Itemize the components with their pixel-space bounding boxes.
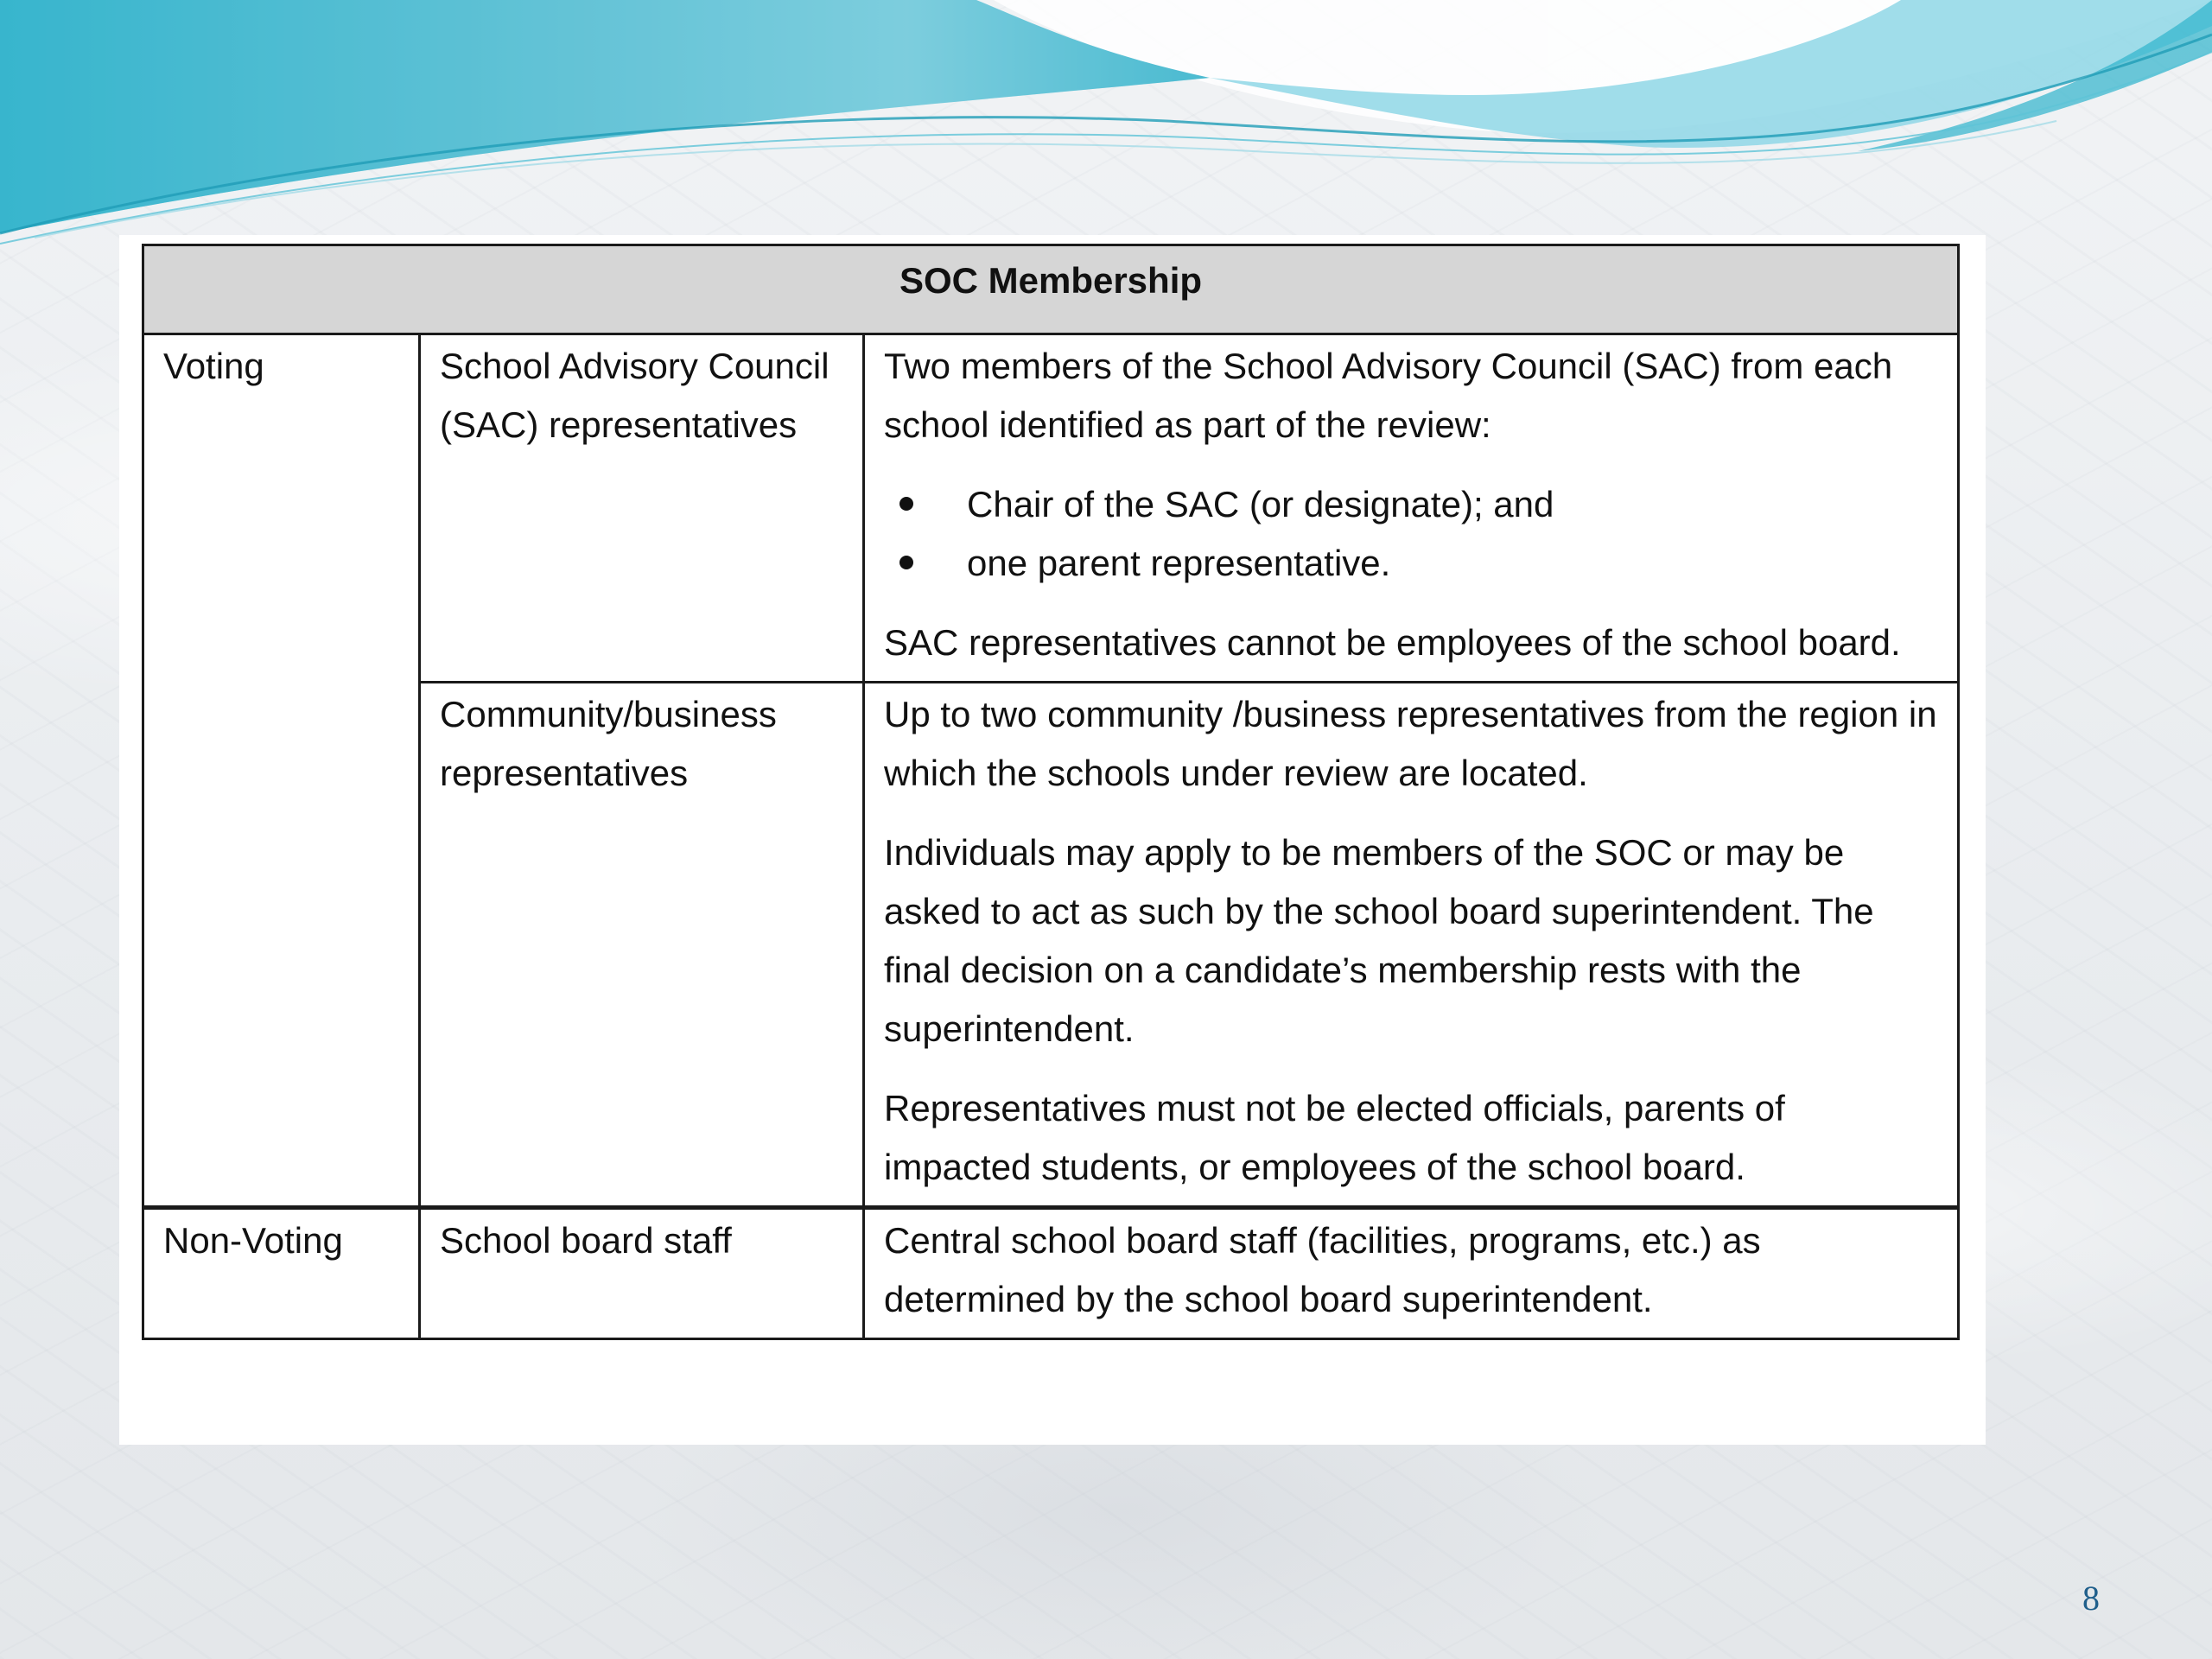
description-cell-sac bbox=[864, 334, 1959, 683]
list-item bbox=[884, 475, 1938, 534]
list-item bbox=[884, 534, 1938, 593]
member-cell-staff: School board staff bbox=[420, 1208, 864, 1339]
description-text: Up to two community /business representatives from the region in which the schools under review are located. bbox=[884, 694, 1937, 793]
description-cell-community bbox=[864, 683, 1959, 1208]
member-cell-community: Community/business representatives bbox=[420, 683, 864, 1208]
bullet-list bbox=[884, 475, 1938, 593]
bullet-text: Chair of the SAC (or designate); and bbox=[967, 484, 1554, 524]
table-row bbox=[143, 334, 1959, 683]
bullet-text: one parent representative. bbox=[967, 543, 1391, 583]
table-title-row bbox=[143, 245, 1959, 334]
page-number: 8 bbox=[2082, 1579, 2100, 1618]
description-text: Individuals may apply to be members of the SOC or may be asked to act as such by the school board superintendent. The final decision on a candidate’s membership rests with the superintendent. bbox=[884, 832, 1874, 1049]
description-text: Central school board staff (facilities, programs, etc.) as determined by the school board superintendent. bbox=[884, 1220, 1761, 1319]
description-note: SAC representatives cannot be employees of the school board. bbox=[884, 622, 1901, 663]
member-cell-sac: School Advisory Council (SAC) representatives bbox=[420, 334, 864, 683]
description-cell-staff bbox=[864, 1208, 1959, 1339]
bullet-icon bbox=[899, 556, 913, 569]
table-row bbox=[143, 1208, 1959, 1339]
bullet-icon bbox=[899, 497, 913, 511]
wave-header-decoration bbox=[0, 0, 2212, 259]
table-title: SOC Membership bbox=[143, 245, 1959, 334]
description-text: Representatives must not be elected officials, parents of impacted students, or employees of the school board. bbox=[884, 1088, 1785, 1187]
soc-membership-table bbox=[142, 244, 1960, 1340]
category-cell-voting: Voting bbox=[143, 334, 420, 1208]
description-text: Two members of the School Advisory Council (SAC) from each school identified as part of the review: bbox=[884, 346, 1893, 445]
category-cell-non-voting: Non-Voting bbox=[143, 1208, 420, 1339]
